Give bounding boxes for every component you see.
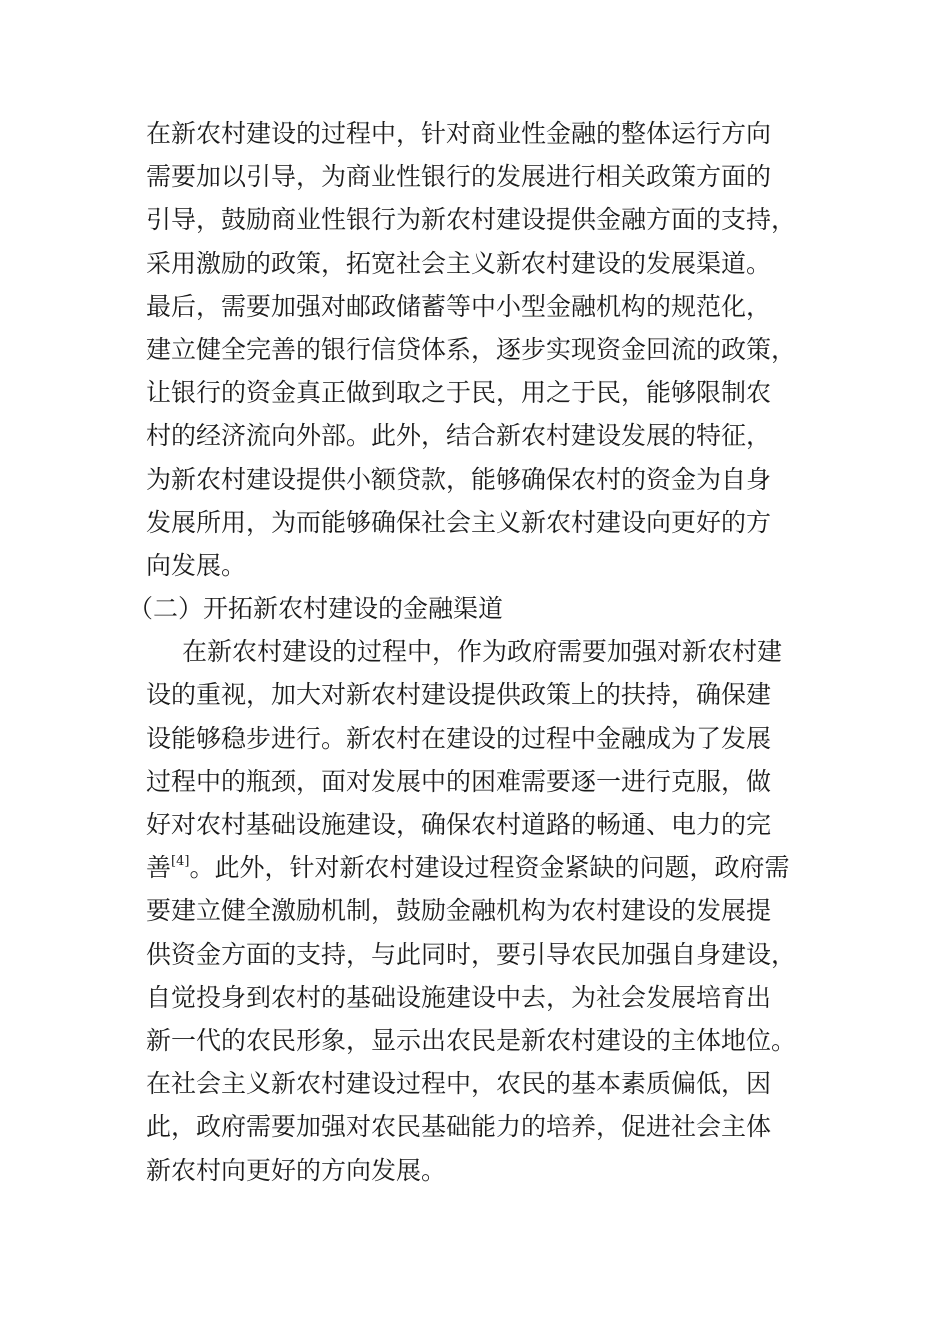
- paragraph-2-citation-line: [146, 846, 816, 889]
- paragraph-2-line: 过程中的瓶颈，面对发展中的困难需要逐一进行克服，做: [146, 766, 772, 796]
- citation-reference: [4]: [171, 853, 190, 869]
- document-page: [128, 112, 816, 1192]
- paragraph-2-line: 在社会主义新农村建设过程中，农民的基本素质偏低，因: [146, 1069, 772, 1099]
- paragraph-2: [146, 630, 816, 1191]
- section-heading: （二）开拓新农村建设的金融渠道: [128, 594, 504, 624]
- paragraph-2-line: 设的重视，加大对新农村建设提供政策上的扶持，确保建: [146, 680, 772, 710]
- paragraph-2-line: 好对农村基础设施建设，确保农村道路的畅通、电力的完: [146, 810, 772, 839]
- paragraph-1-line: 引导，鼓励商业性银行为新农村建设提供金融方面的支持，: [146, 205, 797, 235]
- paragraph-1-line: 最后，需要加强对邮政储蓄等中小型金融机构的规范化，: [146, 291, 772, 321]
- paragraph-2-line: 供资金方面的支持，与此同时，要引导农民加强自身建设，: [146, 939, 797, 969]
- citation-line-start: 善: [146, 853, 172, 883]
- paragraph-1-line: 发展所用，为而能够确保社会主义新农村建设向更好的方: [146, 507, 772, 537]
- paragraph-2-line: 在新农村建设的过程中，作为政府需要加强对新农村建: [182, 637, 783, 667]
- paragraph-2-line: 新一代的农民形象，显示出农民是新农村建设的主体地位。: [146, 1025, 797, 1055]
- paragraph-1-line: 向发展。: [146, 550, 247, 580]
- paragraph-2-line: 自觉投身到农村的基础设施建设中去，为社会发展培育出: [146, 982, 772, 1012]
- paragraph-2-line: 要建立健全激励机制，鼓励金融机构为农村建设的发展提: [146, 896, 772, 926]
- paragraph-1-line: 建立健全完善的银行信贷体系，逐步实现资金回流的政策，: [146, 334, 797, 364]
- paragraph-2-line: 设能够稳步进行。新农村在建设的过程中金融成为了发展: [146, 723, 772, 753]
- paragraph-2-line: 此，政府需要加强对农民基础能力的培养，促进社会主体: [146, 1112, 772, 1142]
- paragraph-2-line: 新农村向更好的方向发展。: [146, 1155, 447, 1185]
- paragraph-1-line: 在新农村建设的过程中，针对商业性金融的整体运行方向: [146, 119, 772, 148]
- paragraph-1: [146, 112, 816, 587]
- paragraph-1-line: 为新农村建设提供小额贷款，能够确保农村的资金为自身: [146, 464, 772, 494]
- paragraph-1-line: 采用激励的政策，拓宽社会主义新农村建设的发展渠道。: [146, 248, 772, 278]
- paragraph-1-line: 村的经济流向外部。此外，结合新农村建设发展的特征，: [146, 421, 772, 451]
- paragraph-1-line: 需要加以引导，为商业性银行的发展进行相关政策方面的: [146, 162, 772, 192]
- citation-line-end: 。此外，针对新农村建设过程资金紧缺的问题，政府需: [189, 853, 790, 883]
- paragraph-1-line: 让银行的资金真正做到取之于民，用之于民，能够限制农: [146, 378, 772, 408]
